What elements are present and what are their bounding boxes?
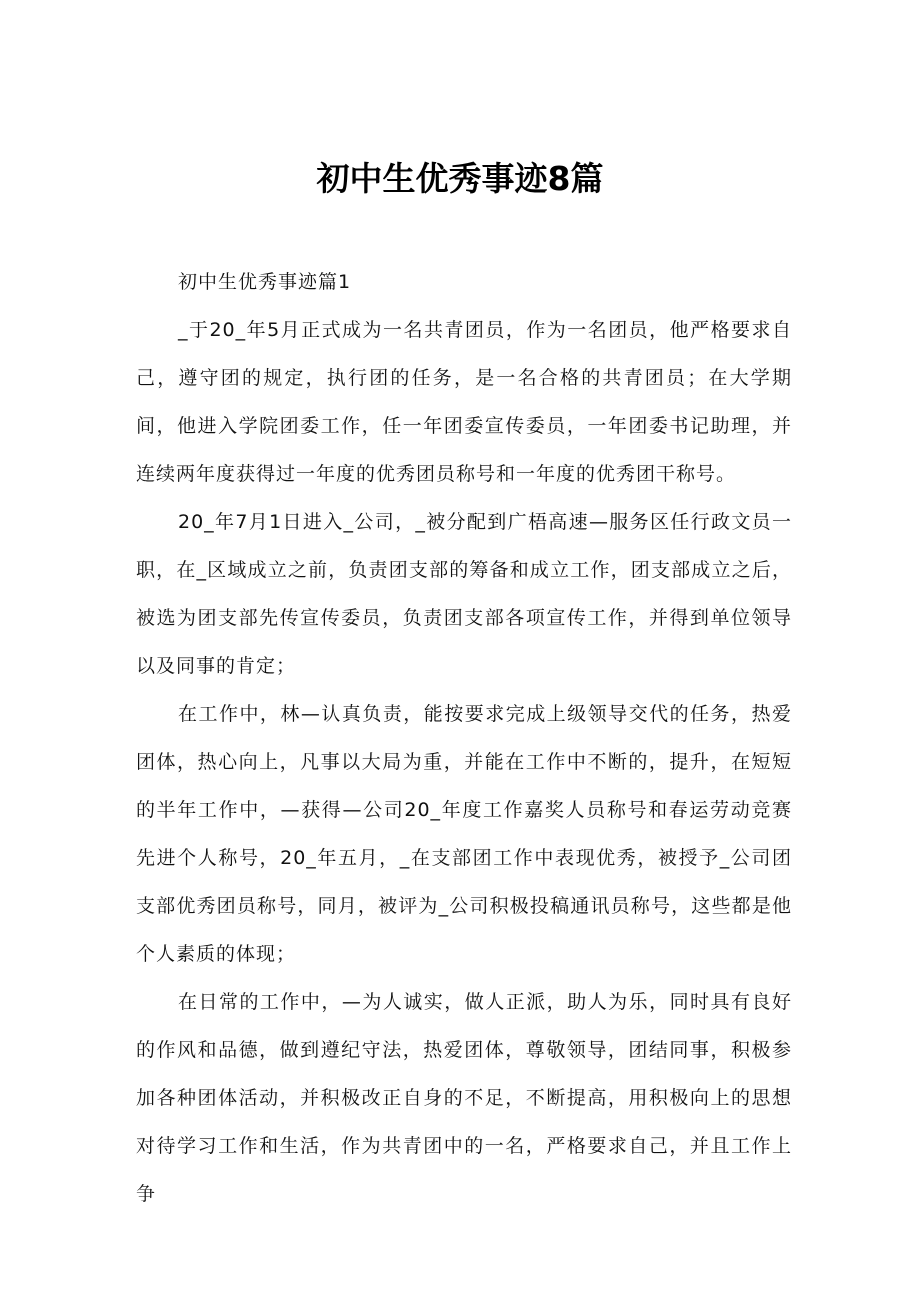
paragraph-3: 在工作中，林—认真负责，能按要求完成上级领导交代的任务，热爱团体，热心向上，凡事以大局为重，并能在工作中不断的，提升，在短短的半年工作中，—获得—公司20_年度工作嘉奖人员称号和春运劳动竞赛先进个人称号，20_年五月，_在支部团工作中表现优秀，被授予_公司团支部优秀团员称号，同月，被评为_公司积极投稿通讯员称号，这些都是他个人素质的体现；	[136, 703, 792, 965]
paragraph-4: 在日常的工作中，—为人诚实，做人正派，助人为乐，同时具有良好的作风和品德，做到遵纪守法，热爱团体，尊敬领导，团结同事，积极参加各种团体活动，并积极改正自身的不足，不断提高，用积极向上的思想对待学习工作和生活，作为共青团中的一名，严格要求自己，并且工作上争	[136, 991, 792, 1205]
paragraph-2: 20_年7月1日进入_公司，_被分配到广梧高速—服务区任行政文员一职，在_区域成立之前，负责团支部的筹备和成立工作，团支部成立之后，被选为团支部先传宣传委员，负责团支部各项宣传工作，并得到单位领导以及同事的肯定；	[136, 511, 792, 677]
section-heading: 初中生优秀事迹篇1	[178, 271, 352, 293]
document-body	[136, 258, 792, 1218]
paragraph-1: _于20_年5月正式成为一名共青团员，作为一名团员，他严格要求自己，遵守团的规定，执行团的任务，是一名合格的共青团员；在大学期间，他进入学院团委工作，任一年团委宣传委员，一年团委书记助理，并连续两年度获得过一年度的优秀团员称号和一年度的优秀团干称号。	[136, 319, 792, 485]
document-title: 初中生优秀事迹8篇	[316, 159, 604, 198]
